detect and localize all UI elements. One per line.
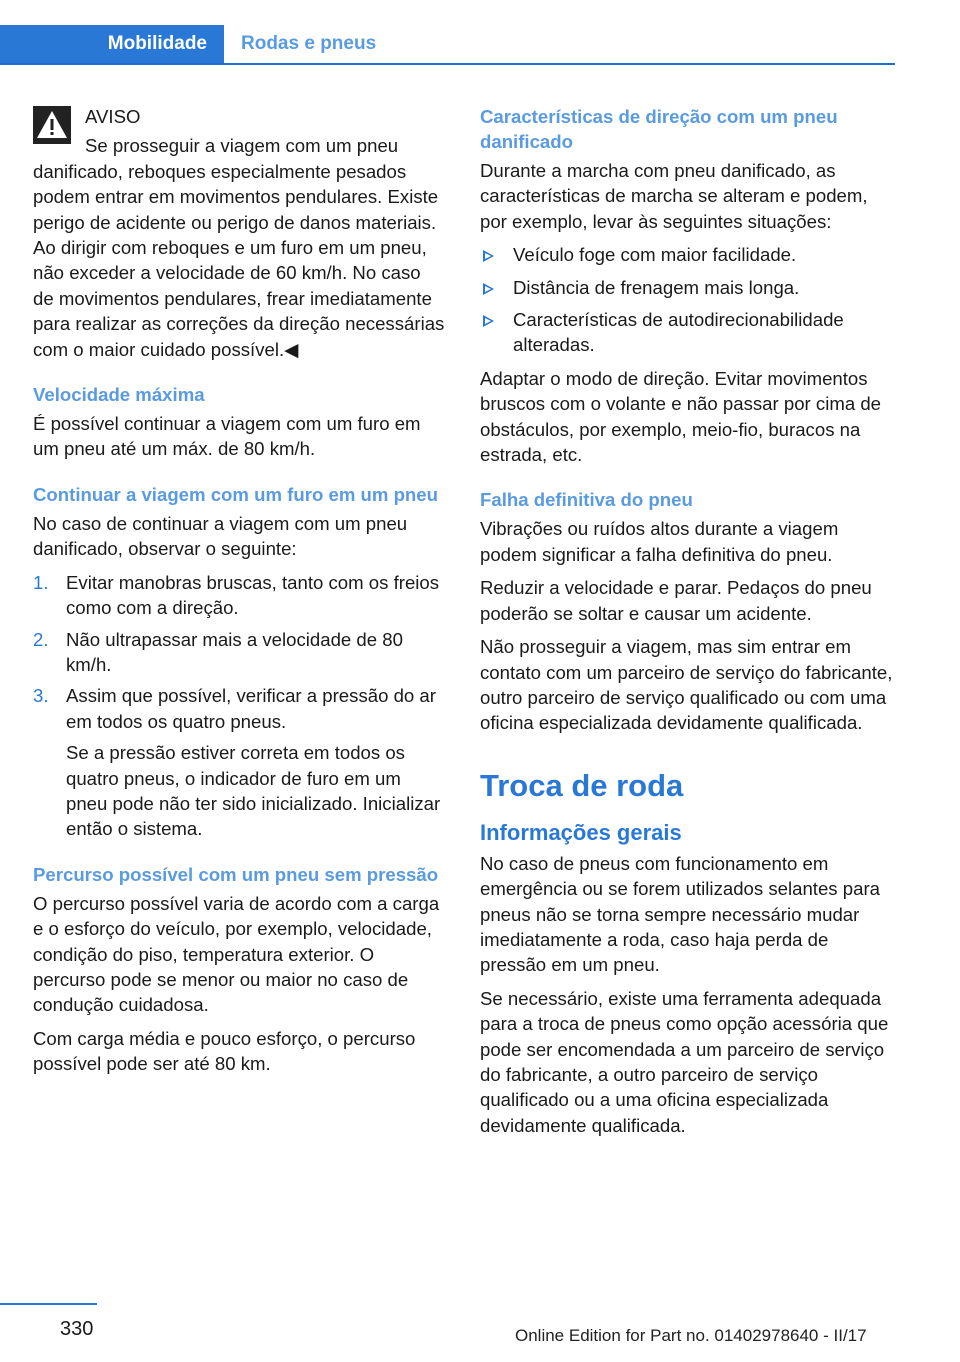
list-item-text: Evitar manobras bruscas, tanto com os freios como com a direção. [66,571,440,619]
left-column [33,104,445,1085]
warning-text-first-line: Se prosseguir a viagem com um pneu [85,135,399,157]
footer-edition: Online Edition for Part no. 01402978640 - II/17 [515,1326,867,1345]
warning-text [33,133,445,362]
heading-continuar-viagem: Continuar a viagem com um furo em um pneu [33,483,438,505]
warning-text-rest: danificado, reboques especialmente pesados podem entrar em movimentos pendulares. Existe perigo de acidente ou perigo de danos materiais. Ao dirigir com reboques e um furo em um pneu, não exceder a velocidade de 60 km/h. No caso de movimentos pendulares, frear imediatamente para realizar as correções da direção necessárias com o maior cuidado possível.◀ [33,160,445,360]
list-item [33,627,445,678]
heading-velocidade-maxima: Velocidade máxima [33,384,205,406]
paragraph: Com carga média e pouco esforço, o percurso possível pode ser até 80 km. [33,1027,416,1075]
list-item-subparagraph: Se a pressão estiver correta em todos os quatro pneus, o indicador de furo em um pneu pode não ter sido inicializado. Inicializar então o sistema. [66,742,441,840]
header-tabs [0,25,895,65]
heading-percurso-possivel: Percurso possível com um pneu sem pressão [33,863,439,885]
list-item [33,570,445,621]
paragraph: No caso de continuar a viagem com um pneu danificado, observar o seguinte: [33,512,408,560]
chapter-title: Troca de roda [480,767,684,803]
tab-mobilidade[interactable]: Mobilidade [0,25,224,63]
paragraph: Se necessário, existe uma ferramenta adequada para a troca de pneus como opção acessória que pode ser encomendada a um parceiro de serviço do fabricante, a outro parceiro de serviço qualificado ou a uma oficina especializada devidamente qualificada. [480,987,889,1136]
paragraph: Vibrações ou ruídos altos durante a viagem podem significar a falha definitiva do pneu. [480,518,839,565]
paragraph: No caso de pneus com funcionamento em emergência ou se forem utilizados selantes para pneus não se torna sempre necessário mudar imediatamente a roda, caso haja perda de pressão em um pneu. [480,852,880,976]
bullet-item: Veículo foge com maior facilidade. [480,242,898,267]
section-title: Informações gerais [480,819,682,845]
paragraph: O percurso possível varia de acordo com a carga e o esforço do veículo, por exemplo, velocidade, condição do piso, temperatura exterior. O percurso pode se menor ou maior no caso de condução cuidadosa. [33,892,440,1016]
tab-rodas-e-pneus[interactable]: Rodas e pneus [241,33,377,54]
warning-box [33,104,445,362]
list-item-text: Assim que possível, verificar a pressão do ar em todos os quatro pneus. [66,685,436,732]
paragraph: Não prosseguir a viagem, mas sim entrar em contato com um parceiro de serviço do fabricante, outro parceiro de serviço qualificado ou com uma oficina especializada devidamente qualificada. [480,636,893,734]
list-item-text: Não ultrapassar mais a velocidade de 80 km/h. [66,628,403,675]
list-number: 1. [33,571,49,593]
numbered-list [33,570,445,842]
paragraph: Adaptar o modo de direção. Evitar movimentos bruscos com o volante e não passar por cima de obstáculos, por exemplo, meio-fio, buracos na estrada, etc. [480,367,882,466]
bullet-item: Distância de frenagem mais longa. [480,275,898,300]
warning-title: AVISO [85,106,141,127]
bullet-item: Características de autodirecionabilidade alteradas. [480,307,898,358]
list-number: 2. [33,628,49,650]
page-number-rule [0,1303,97,1305]
list-number: 3. [33,685,49,707]
list-item [33,683,445,841]
page-number: 330 [60,1318,94,1340]
warning-triangle-icon [33,106,71,144]
heading-falha-definitiva: Falha definitiva do pneu [480,489,693,511]
paragraph: Reduzir a velocidade e parar. Pedaços do pneu poderão se soltar e causar um acidente. [480,577,872,624]
heading-caracteristicas-direcao: Características de direção com um pneu danificado [480,106,838,152]
right-column [480,104,898,1146]
paragraph: Durante a marcha com pneu danificado, as características de marcha se alteram e podem, por exemplo, levar às seguintes situações: [480,160,868,232]
bullet-list [480,242,898,358]
paragraph: É possível continuar a viagem com um furo em um pneu até um máx. de 80 km/h. [33,413,421,460]
